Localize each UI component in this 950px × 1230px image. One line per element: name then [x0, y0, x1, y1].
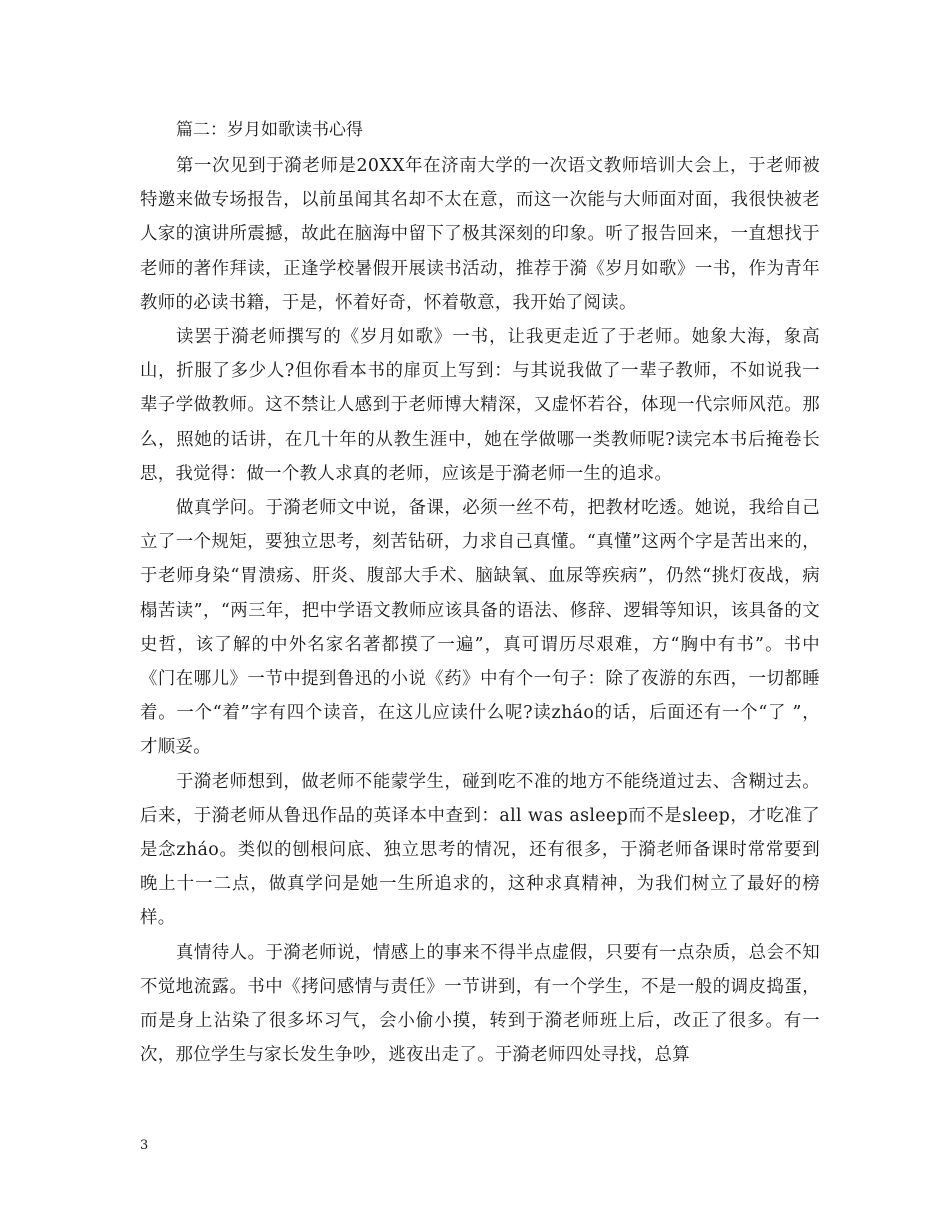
paragraph-1: 第一次见到于漪老师是20XX年在济南大学的一次语文教师培训大会上，于老师被特邀来做专场报告，以前虽闻其名却不太在意，而这一次能与大师面对面，我很快被老人家的演讲所震撼，故此在脑海中留下了极其深刻的印象。听了报告回来，一直想找于老师的著作拜读，正逢学校暑假开展读书活动，推荐于漪《岁月如歌》一书，作为青年教师的必读书籍，于是，怀着好奇，怀着敬意，我开始了阅读。 [140, 156, 820, 313]
document-page [140, 113, 820, 1072]
paragraph-5: 真情待人。于漪老师说，情感上的事来不得半点虚假，只要有一点杂质，总会不知不觉地流露。书中《拷问感情与责任》一节讲到，有一个学生，不是一般的调皮捣蛋，而是身上沾染了很多坏习气，会小偷小摸，转到于漪老师班上后，改正了很多。有一次，那位学生与家长发生争吵，逃夜出走了。于漪老师四处寻找，总算 [140, 942, 820, 1066]
paragraph-3: 做真学问。于漪老师文中说，备课，必须一丝不苟，把教材吃透。她说，我给自己立了一个规矩，要独立思考，刻苦钻研，力求自己真懂。“真懂”这两个字是苦出来的，于老师身染“胃溃疡、肝炎、腹部大手术、脑缺氧、血尿等疾病”，仍然“挑灯夜战，病榻苦读”，“两三年，把中学语文教师应该具备的语法、修辞、逻辑等知识，该具备的文史哲，该了解的中外名家名著都摸了一遍”，真可谓历尽艰难，方“胸中有书”。书中《门在哪儿》一节中提到鲁迅的小说《药》中有个一句子：除了夜游的东西，一切都睡着。一个“着”字有四个读音，在这儿应读什么呢?读zháo的话，后面还有一个“了 ”，才顺妥。 [140, 498, 820, 758]
paragraph-2: 读罢于漪老师撰写的《岁月如歌》一书，让我更走近了于老师。她象大海，象高山，折服了多少人?但你看本书的扉页上写到：与其说我做了一辈子教师，不如说我一辈子学做教师。这不禁让人感到于老师博大精深，又虚怀若谷，体现一代宗师风范。那么，照她的话讲，在几十年的从教生涯中，她在学做哪一类教师呢?读完本书后掩卷长思，我觉得：做一个教人求真的老师，应该是于漪老师一生的追求。 [140, 327, 820, 484]
section-heading: 篇二：岁月如歌读书心得 [176, 120, 363, 140]
paragraph-4: 于漪老师想到，做老师不能蒙学生，碰到吃不准的地方不能绕道过去、含糊过去。后来，于漪老师从鲁迅作品的英译本中查到：all was asleep而不是sleep，才吃准了是念zháo。类似的刨根问底、独立思考的情况，还有很多，于漪老师备课时常常要到晚上十一二点，做真学问是她一生所追求的，这种求真精神，为我们树立了最好的榜样。 [140, 771, 820, 929]
page-number: 3 [140, 1138, 149, 1153]
